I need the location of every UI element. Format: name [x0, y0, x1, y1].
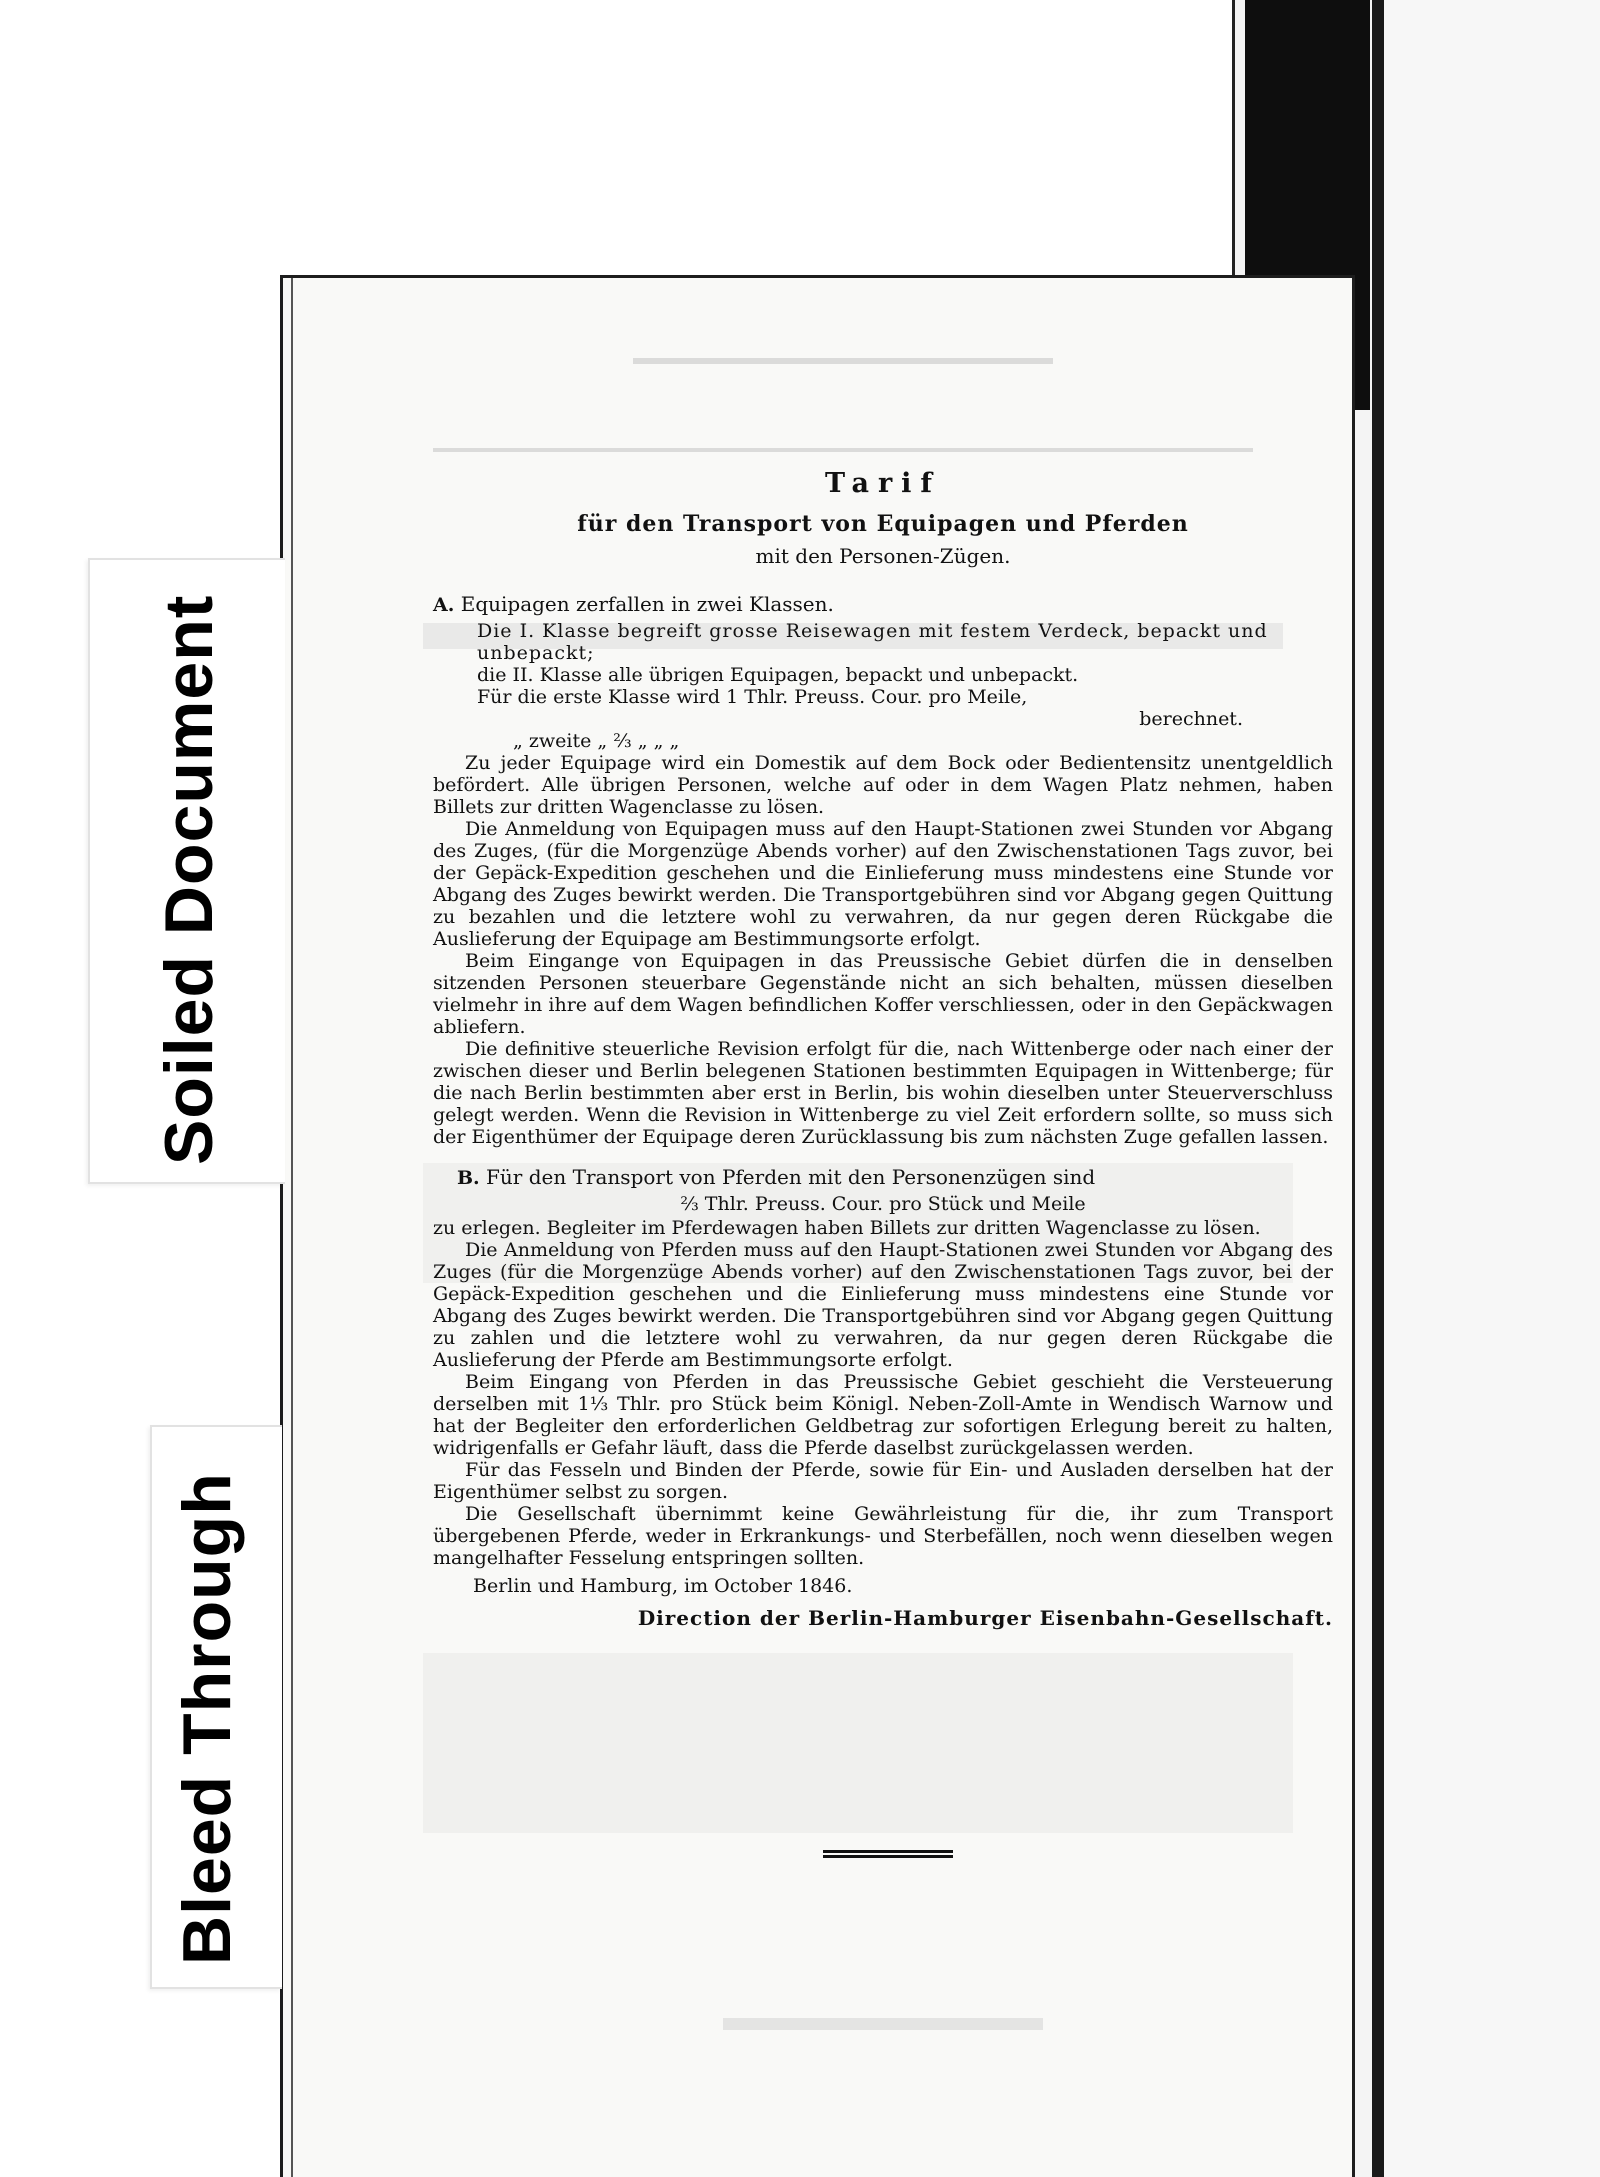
binding-edge — [1372, 0, 1384, 2177]
class-1-description: Die I. Klasse begreift grosse Reisewagen mit festem Verdeck, bepackt und unbepackt; — [477, 620, 1268, 664]
document-title: Tarif — [824, 468, 942, 499]
paragraph-a3: Beim Eingange von Equipagen in das Preussische Gebiet dürfen die in denselben sitzenden Personen steuerbare Gegenstände nicht an sich behalten, müssen dieselben vielmehr in ihre auf dem Wagen befindlichen Koffer verschliessen, oder in den Gepäckwagen abliefern. — [433, 950, 1333, 1038]
bleed-through-label: Bleed Through — [169, 1472, 245, 1965]
fee-class-1: Für die erste Klasse wird 1 Thlr. Preuss. Cour. pro Meile, — [477, 686, 1028, 708]
section-b-heading — [433, 1166, 1333, 1189]
bleed-mark — [423, 1653, 1293, 1833]
paragraph-b3: Beim Eingang von Pferden in das Preussische Gebiet geschieht die Versteuerung derselben mit 1⅓ Thlr. pro Stück beim Königl. Neben-Zoll-Amte in Wendisch Warnow und hat der Begleiter den erforderlichen Geldbetrag zur sofortigen Erlegung bereit zu halten, widrigenfalls er Gefahr läuft, dass die Pferde daselbst zurückgelassen werden. — [433, 1371, 1333, 1459]
paragraph-a2: Die Anmeldung von Equipagen muss auf den Haupt-Stationen zwei Stunden vor Abgang des Zuges, (für die Morgenzüge Abends vorher) auf den Zwischenstationen Tags zuvor, bei der Gepäck-Expedition geschehen und die Einlieferung muss mindestens eine Stunde vor Abgang des Zuges bewirkt werden. Die Transportgebühren sind vor Abgang gegen Quittung zu bezahlen und die letztere wohl zu verwahren, da nur gegen deren Rückgabe die Auslieferung der Equipage am Bestimmungsorte erfolgt. — [433, 818, 1333, 950]
bleed-mark — [633, 358, 1053, 364]
class-2-description: die II. Klasse alle übrigen Equipagen, bepackt und unbepackt. — [477, 664, 1079, 686]
fee-class-2: „ zweite „ ⅔ „ „ „ — [513, 730, 680, 752]
document-subtitle: für den Transport von Equipagen und Pferden — [577, 511, 1189, 537]
document-body — [433, 468, 1333, 1630]
section-a-title: Equipagen zerfallen in zwei Klassen. — [460, 592, 834, 616]
bleed-mark — [723, 2018, 1043, 2030]
paragraph-a1: Zu jeder Equipage wird ein Domestik auf dem Bock oder Bedientensitz unentgeldlich befördert. Alle übrigen Personen, welche auf oder in dem Wagen Platz nehmen, haben Billets zur dritten Wagenclasse zu lösen. — [433, 752, 1333, 818]
place-date: Berlin und Hamburg, im October 1846. — [473, 1575, 853, 1597]
document-sheet — [280, 275, 1355, 2177]
paragraph-b2: Die Anmeldung von Pferden muss auf den Haupt-Stationen zwei Stunden vor Abgang des Zuges (für die Morgenzüge Abends vorher) auf den Zwischenstationen Tags zuvor, bei der Gepäck-Expedition geschehen und die Einlieferung muss mindestens eine Stunde vor Abgang des Zuges bewirkt werden. Die Transportgebühren sind vor Abgang gegen Quittung zu zahlen und die letztere wohl zu verwahren, da nur gegen deren Rückgabe die Auslieferung der Pferde am Bestimmungsorte erfolgt. — [433, 1239, 1333, 1371]
soiled-document-label: Soiled Document — [151, 594, 227, 1165]
right-margin — [1384, 0, 1600, 2177]
fee-note: berechnet. — [1139, 708, 1243, 730]
section-a-letter: A. — [433, 594, 455, 616]
signature: Direction der Berlin-Hamburger Eisenbahn-Gesellschaft. — [637, 1606, 1333, 1630]
bleed-mark — [433, 448, 1253, 452]
sheet-fold-line — [291, 278, 293, 2177]
document-subtitle-2: mit den Personen-Zügen. — [755, 544, 1011, 568]
paragraph-b1: zu erlegen. Begleiter im Pferdewagen haben Billets zur dritten Wagenclasse zu lösen. — [433, 1217, 1261, 1239]
horse-fee: ⅔ Thlr. Preuss. Cour. pro Stück und Meile — [680, 1193, 1086, 1215]
section-a-heading — [433, 593, 1333, 616]
paragraph-b4: Für das Fesseln und Binden der Pferde, sowie für Ein- und Ausladen derselben hat der Eigenthümer selbst zu sorgen. — [433, 1459, 1333, 1503]
section-b-letter: B. — [457, 1167, 480, 1189]
paragraph-a4: Die definitive steuerliche Revision erfolgt für die, nach Wittenberge oder nach einer der zwischen dieser und Berlin belegenen Stationen bestimmten Equipagen in Wittenberge; für die nach Berlin bestimmten aber erst in Berlin, bis wohin dieselben unter Steuerverschluss gelegt werden. Wenn die Revision in Wittenberge zu viel Zeit erfordern sollte, so muss sich der Eigenthümer der Equipage deren Zurücklassung bis zum nächsten Zuge gefallen lassen. — [433, 1038, 1333, 1148]
paragraph-b5: Die Gesellschaft übernimmt keine Gewährleistung für die, ihr zum Transport übergebenen Pferde, weder in Erkrankungs- und Sterbefällen, noch wenn dieselben wegen mangelhafter Fesselung entspringen sollten. — [433, 1503, 1333, 1569]
section-b-title: Für den Transport von Pferden mit den Personenzügen sind — [486, 1165, 1096, 1189]
closing-rule — [823, 1850, 953, 1853]
